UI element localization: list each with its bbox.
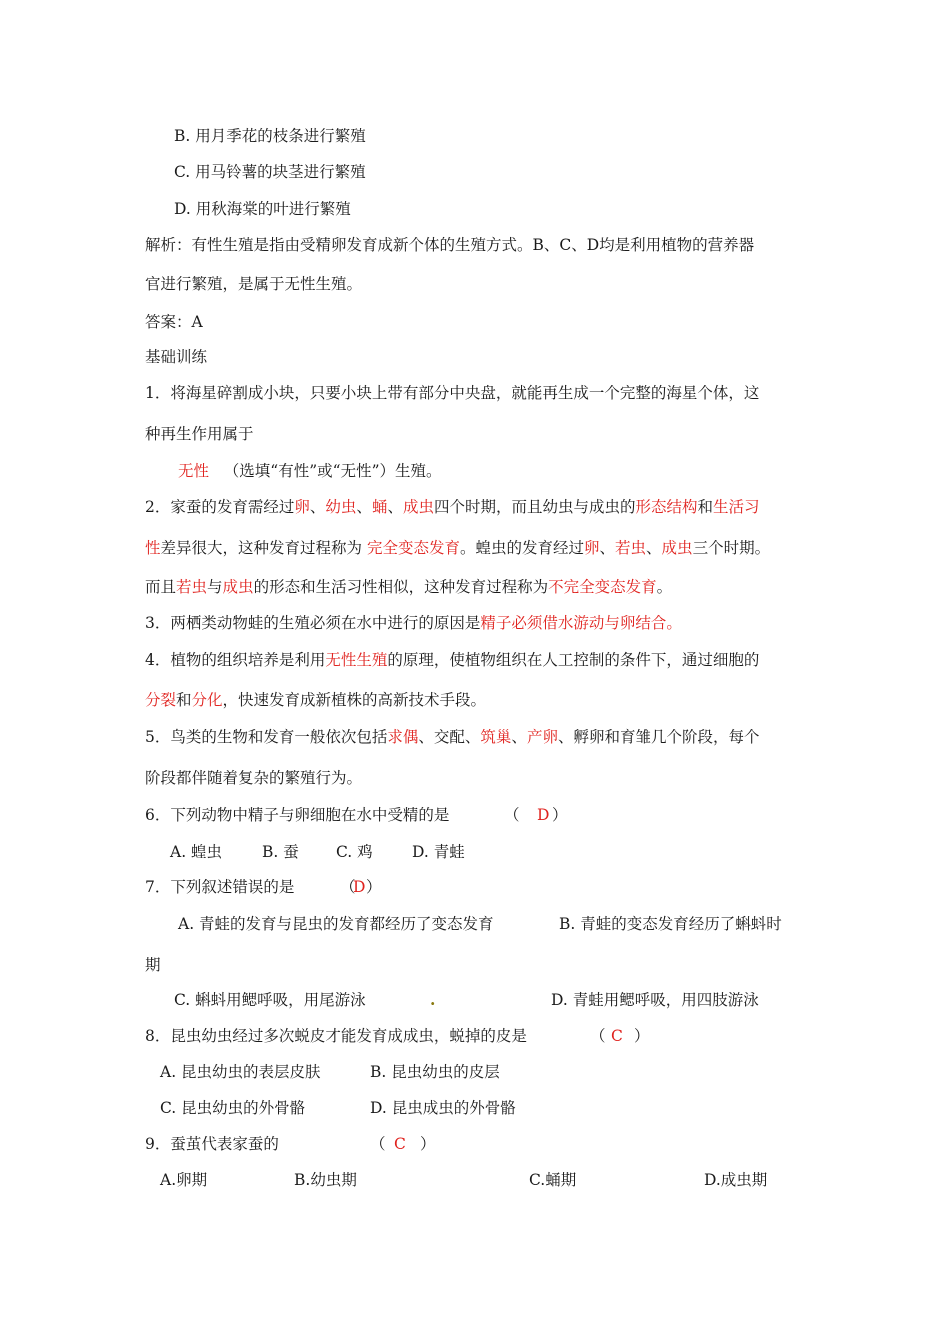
analysis-line-2: 官进行繁殖，是属于无性生殖。 [145,275,363,293]
q2-answer-adult: 成虫 [402,498,434,516]
q7-option-c: C. 蝌蚪用鳃呼吸，用尾游泳 [174,991,366,1009]
q2-line-3: 而且若虫与成虫的形态和生活习性相似，这种发育过程称为不完全变态发育。 [145,578,673,596]
answer-line: 答案：A [145,313,203,331]
q8-stem: 8．昆虫幼虫经过多次蜕皮才能发育成成虫，蜕掉的皮是 [145,1027,527,1045]
q8-bracket-right: ） [634,1027,650,1045]
q2-answer-habit: 生活习 [713,498,760,516]
q2-line-1: 2．家蚕的发育需经过卵、幼虫、蛹、成虫四个时期，而且幼虫与成虫的形态结构和生活习 [145,498,760,516]
q1-line-3 [178,461,442,481]
q2-answer-complete: 完全变态发育 [366,539,460,557]
q6-stem: 6．下列动物中精子与卵细胞在水中受精的是 [145,806,450,824]
analysis-line-1: 解析：有性生殖是指由受精卵发育成新个体的生殖方式。B、C、D均是利用植物的营养器 [145,236,755,254]
option-c: C. 用马铃薯的块茎进行繁殖 [174,163,366,181]
q9-option-c: C.蛹期 [529,1171,577,1189]
q7-option-d: D. 青蛙用鳃呼吸，用四肢游泳 [551,991,759,1009]
q7-answer: D [353,878,366,896]
q8-option-a: A. 昆虫幼虫的表层皮肤 [160,1063,321,1081]
stray-mark: . [430,990,436,1009]
q8-answer: C [611,1027,623,1045]
q4-line-1: 4．植物的组织培养是利用无性生殖的原理，使植物组织在人工控制的条件下，通过细胞的 [145,651,760,669]
q7-option-b: B. 青蛙的变态发育经历了蝌蚪时 [559,915,782,933]
q8-option-d: D. 昆虫成虫的外骨骼 [370,1099,516,1117]
q7-stem: 7．下列叙述错误的是 [145,878,295,896]
q8-option-b: B. 昆虫幼虫的皮层 [370,1063,500,1081]
q7-option-b-cont: 期 [145,956,161,974]
q6-option-a: A. 蝗虫 [170,843,223,861]
q9-option-b: B.幼虫期 [294,1171,357,1189]
q6-bracket-right: ） [552,806,568,824]
q1-tail: （选填“有性”或“无性”）生殖。 [223,462,442,480]
q5-line-1: 5．鸟类的生物和发育一般依次包括求偶、交配、筑巢、产卵、孵卵和育雏几个阶段，每个 [145,728,760,746]
q3-line: 3．两栖类动物蛙的生殖必须在水中进行的原因是精子必须借水游动与卵结合。 [145,614,682,632]
q4-line-2: 分裂和分化，快速发育成新植株的高新技术手段。 [145,691,487,709]
q2-answer-pupa: 蛹 [371,498,388,516]
q5-line-2: 阶段都伴随着复杂的繁殖行为。 [145,769,363,787]
q2-answer-incomplete: 不完全变态发育 [548,578,657,596]
q6-option-d: D. 青蛙 [412,843,465,861]
q1-line-2: 种再生作用属于 [145,425,254,443]
q6-bracket-left: （ [504,806,520,824]
q9-option-d: D.成虫期 [704,1171,768,1189]
q6-option-b: B. 蚕 [262,843,299,861]
q2-answer-egg: 卵 [294,498,310,516]
q6-answer: D [537,806,550,824]
q3-answer: 精子必须借水游动与卵结合。 [480,614,682,632]
option-d: D. 用秋海棠的叶进行繁殖 [174,200,351,218]
q8-bracket-left: （ [590,1027,606,1045]
section-title: 基础训练 [145,348,208,366]
q4-answer-asexual: 无性生殖 [325,651,388,669]
q8-option-c: C. 昆虫幼虫的外骨骼 [160,1099,306,1117]
q7-bracket-right: ） [366,878,382,896]
option-b: B. 用月季花的枝条进行繁殖 [174,127,366,145]
q2-answer-form: 形态结构 [635,498,698,516]
q2-text: 2．家蚕的发育需经过 [145,498,295,516]
q7-option-a: A. 青蛙的发育与昆虫的发育都经历了变态发育 [178,915,494,933]
q1-answer: 无性 [178,462,210,480]
q2-answer-larva: 幼虫 [325,498,357,516]
q6-option-c: C. 鸡 [336,843,373,861]
q9-stem: 9．蚕茧代表家蚕的 [145,1135,279,1153]
q4-answer-division: 分裂 [145,691,177,709]
q1-line-1: 1．将海星碎割成小块，只要小块上带有部分中央盘，就能再生成一个完整的海星个体，这 [145,384,760,402]
q9-answer: C [394,1135,406,1153]
q2-line-2: 性差异很大，这种发育过程称为 完全变态发育。蝗虫的发育经过卵、若虫、成虫三个时期。 [145,539,771,557]
q7-bracket-left: （ [340,878,356,896]
q9-bracket-left: （ [370,1135,386,1153]
q9-bracket-right: ） [420,1135,436,1153]
q9-option-a: A.卵期 [160,1171,208,1189]
q4-answer-differentiation: 分化 [191,691,223,709]
